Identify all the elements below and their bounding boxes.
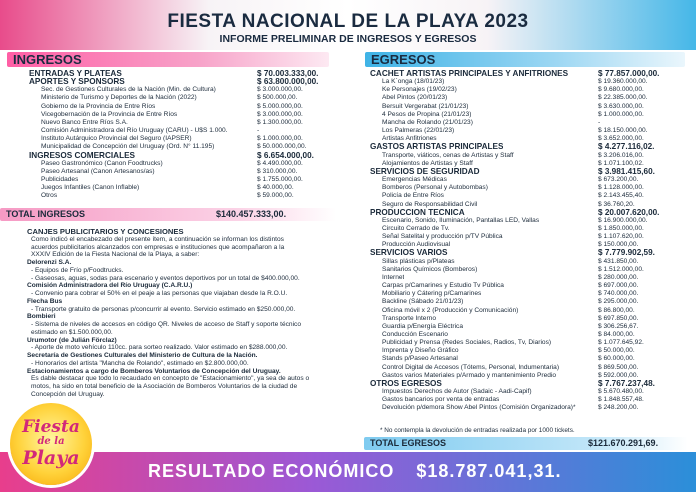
item-row [370,290,690,298]
row-value: $ 1.128.000,00. [598,184,644,192]
row-value: $ 2.143.455,40. [598,192,644,200]
egresos-heading: EGRESOS [365,52,685,67]
logo-line-1: Fiesta [22,417,80,437]
row-value: $ 500.000,00. [257,94,298,102]
row-label: Alojamientos de Artistas y Staff [382,159,473,167]
row-value: $ 84.000,00. [598,331,635,338]
row-label: Emergencias Médicas [382,176,447,184]
item-row [370,331,690,339]
row-label: Conducción Escenario [382,331,448,338]
canje-text: acuerdos publicitarios alcanzados con empresas e instituciones que acompañaron a la [31,243,285,251]
item-row [370,176,690,184]
row-value: $ 63.800.000,00. [257,77,319,87]
category-row [370,70,690,78]
item-row [370,233,690,241]
row-value: $ 1.755.000,00. [257,176,303,184]
row-label: Abel Pintos (20/01/23) [382,94,448,102]
item-row [370,192,690,200]
canje-text: - Sistema de niveles de accesos en código QR. Niveles de acceso de Staff y soporte técnico [31,321,301,328]
row-value: $ 50.000,00. [598,347,635,355]
row-label: Policía de Entre Ríos [382,192,444,200]
item-row [29,119,339,127]
category-row [370,249,690,257]
item-row [370,103,690,111]
item-row [370,258,690,266]
row-value: $ 1.848.557,48. [598,396,644,404]
row-label: CACHET ARTISTAS PRINCIPALES Y ANFITRIONES [370,70,569,78]
row-label: OTROS EGRESOS [370,379,442,388]
row-value: $ 3.000.000,00. [257,86,303,94]
item-row [370,127,690,135]
category-row [370,143,690,151]
item-row [370,388,690,396]
row-value: $ 9.680.000,00. [598,86,644,94]
row-label: Control Digital de Accesos (Tótems, Personal, Indumentaria) [382,363,560,371]
row-value: $ 7.779.902,59. [598,248,655,258]
row-value: $ 431.850,00. [598,257,639,265]
row-value: $ 3.000.000,00. [257,110,303,118]
row-value: $ 60.000,00. [598,355,635,363]
logo-line-2: de la [37,436,65,447]
row-value: $ 295.000,00. [598,298,639,306]
row-label: Carpas p/Camarines y Estudio Tv Pública [382,282,504,290]
item-row [370,86,690,94]
item-row [370,266,690,274]
row-value: $ 7.767.237,48. [598,378,655,388]
row-label: Mancha de Rolando (21/01/23) [382,118,473,126]
category-row [29,152,339,160]
row-value: $ 77.857.000,00. [598,69,660,78]
row-label: Transporte Interno [382,314,436,322]
row-label: Vicegobernación de la Provincia de Entre Ríos [41,110,178,118]
row-value: $ 4.490.000,00. [257,159,303,167]
total-ingresos-bar [0,208,336,221]
row-value: $ 50.000.000,00. [257,143,307,151]
row-label: Guardia p/Energía Eléctrica [382,322,463,330]
item-row [29,168,339,176]
canje-text: Es dable destacar que todo lo recaudado en concepto de "Estacionamiento", ya sea de autos o [31,375,310,383]
row-value: $ 248.200,00. [598,404,639,412]
canje-sponsor: Bombieri [27,313,56,321]
row-value: $ 280.000,00. [598,273,639,281]
item-row [370,364,690,372]
item-row [370,111,690,119]
item-row [370,339,690,347]
item-row [370,78,690,86]
row-value: $ 1.107.620,00. [598,233,644,241]
total-egresos-bar [364,437,688,450]
item-row [370,119,690,127]
row-value: $ 697.000,00. [598,282,639,290]
total-egresos-label: TOTAL EGRESOS [370,438,447,448]
row-value: $ 5.670.480,00. [598,388,644,396]
item-row [370,225,690,233]
canje-sponsor: Urumotor (de Julián Förclaz) [27,336,117,344]
row-label: Instituto Autárquico Provincial del Seguro (IAPSER) [41,135,192,143]
row-label: Municipalidad de Concepción del Uruguay (Ord. N° 11.195) [41,143,215,151]
row-value: $ 59.000,00. [257,192,294,200]
row-label: Juegos Infantiles (Canon Inflable) [41,184,140,192]
row-label: Sec. de Gestiones Culturales de la Nación (Min. de Cultura) [41,86,216,94]
item-row [29,160,339,168]
row-value: $ 3.206.016,00. [598,151,644,159]
canjes-body [27,236,347,399]
item-row [370,94,690,102]
row-value: $ 20.007.620,00. [598,207,660,217]
row-value: $ 19.360.000,00. [598,78,648,86]
row-label: Ministerio de Turismo y Deportes de la Nación (2022) [41,94,197,102]
row-label: SERVICIOS DE SEGURIDAD [370,167,480,176]
canje-text: - Honorarios del artista "Mancha de Rolando", estimado en $2.800.000,00. [31,359,249,367]
row-label: Bersuit Vergerabat (21/01/23) [382,102,469,110]
row-label: Producción Audiovisual [382,241,451,249]
row-value: $ 6.654.000,00. [257,150,314,160]
row-label: Gastos varios Materiales p/Armado y mantenimiento Predio [382,371,557,379]
canje-sponsor: Estacionamientos a cargo de Bomberos Voluntarios de Concepción del Uruguay. [27,367,281,375]
page-subtitle: INFORME PRELIMINAR DE INGRESOS Y EGRESOS [219,33,477,45]
item-row [370,282,690,290]
canje-text: Como indicó el encabezado del presente ítem, a continuación se informan los distintos [31,235,284,243]
row-label: Paseo Artesanal (Canon Artesanos/as) [41,167,155,175]
row-label: INGRESOS COMERCIALES [29,151,135,160]
row-label: Sanitarios Químicos (Bomberos) [382,265,478,273]
row-label: Backline (Sábado 21/01/23) [382,298,464,306]
row-label: Imprenta y Diseño Gráfico [382,347,459,355]
item-row [29,192,339,200]
row-value: $ 1.300.000,00. [257,118,303,126]
row-label: Seguro de Responsabilidad Civil [382,200,478,208]
item-row [29,111,339,119]
row-label: Gastos bancarios por venta de entradas [382,396,500,404]
item-row [29,135,339,143]
category-row [29,78,339,86]
row-value: $ 1.000.000,00. [257,135,303,143]
canje-text: - Aporte de moto vehículo 110cc. para sorteo realizado. Valor estimado en $288.000,00. [31,344,288,352]
row-value: $ 1.850.000,00. [598,224,644,232]
item-row [29,94,339,102]
row-value: $ 36.760,20. [598,200,635,208]
row-value: $ 4.277.116,02. [598,142,655,152]
row-label: SERVICIOS VARIOS [370,249,448,258]
canje-sponsor: Delorenzi S.A. [27,259,72,266]
canje-text: - Gaseosas, aguas, sodas para escenario y eventos deportivos por un total de $400.000,00. [31,274,300,282]
row-label: Stands p/Paseo Artesanal [382,355,458,363]
row-label: Otros [41,192,58,200]
fiesta-logo [10,403,92,485]
total-egresos-value: $121.670.291,69. [588,438,659,448]
row-value: $ 86.800,00. [598,306,635,314]
item-row [370,396,690,404]
logo-line-3: Playa [22,447,80,469]
row-label: Internet [382,273,405,281]
row-label: Bomberos (Personal y Autobombas) [382,184,488,192]
row-value: $ 70.003.333,00. [257,69,319,78]
ingresos-heading: INGRESOS [7,52,329,67]
row-label: Mobiliario y Cátering p/Camarines [382,290,482,298]
row-label: Publicidades [41,176,79,184]
canjes-section [27,228,347,399]
item-row [370,307,690,315]
row-label: GASTOS ARTISTAS PRINCIPALES [370,143,504,152]
row-value: $ 310.000,00. [257,167,298,175]
row-value: - [598,118,601,126]
item-row [370,315,690,323]
ingresos-list [29,70,339,201]
item-row [370,404,690,412]
row-value: $ 3.630.000,00. [598,102,644,110]
item-row [370,298,690,306]
canje-sponsor: Comisión Administradora del Río Uruguay (C.A.R.U.) [27,282,193,290]
row-label: Los Palmeras (22/01/23) [382,127,455,135]
row-label: Artistas Anfitriones [382,135,437,143]
item-row [370,184,690,192]
item-row [29,103,339,111]
item-row [29,86,339,94]
row-value: $ 740.000,00. [598,290,639,298]
total-ingresos-label: TOTAL INGRESOS [6,209,86,219]
row-value: - [257,127,260,135]
row-value: $ 150.000,00. [598,241,639,249]
row-label: Señal Satelital y producción p/TV Pública [382,233,503,241]
row-value: $ 869.500,00. [598,363,639,371]
item-row [370,323,690,331]
row-value: $ 5.000.000,00. [257,102,303,110]
canjes-heading: CANJES PUBLICITARIOS Y CONCESIONES [27,227,184,236]
row-value: $ 16.900.000,00. [598,216,648,224]
category-row [370,168,690,176]
row-value: $ 1.071.100,02. [598,159,644,167]
row-label: ENTRADAS Y PLATEAS [29,70,122,78]
row-value: $ 592.000,00. [598,371,639,379]
row-label: Nuevo Banco Entre Ríos S.A. [41,118,128,126]
row-label: Escenario, Sonido, Iluminación, Pantallas LED, Vallas [382,216,540,224]
total-ingresos-value: $140.457.333,00. [216,209,287,219]
row-label: Sillas plásticas p/Plateas [382,257,455,265]
row-label: Paseo Gastronómico (Canon Foodtrucks) [41,159,163,167]
item-row [370,274,690,282]
row-label: Comisión Administradora del Río Uruguay (CARU) - U$S 1.000. [41,127,228,135]
item-row [370,217,690,225]
row-label: Oficina móvil x 2 (Producción y Comunicación) [382,306,519,314]
row-value: $ 3.652.000,00. [598,135,644,143]
item-row [370,355,690,363]
row-label: Impuestos Derechos de Autor (Sadaic - Aadi-Capif) [382,388,532,396]
canje-text: Concepción del Uruguay. [31,390,105,398]
canje-text: motos, ha sido en total beneficio de la Asociación de Bomberos Voluntarios de la ciudad de [31,383,298,390]
row-value: $ 40.000,00. [257,184,294,192]
category-row [370,209,690,217]
row-value: $ 673.200,00. [598,176,639,184]
egresos-note: * No contempla la devolución de entradas realizada por 1000 tickets. [380,427,575,434]
row-label: Gobierno de la Provincia de Entre Ríos [41,102,156,110]
row-value: $ 1.077.645,92. [598,339,644,347]
resultado-economico [148,461,561,482]
item-row [29,176,339,184]
item-row [370,152,690,160]
row-label: Devolución p/demora Show Abel Pintos (Comisión Organizadora)* [382,404,576,412]
row-value: $ 3.981.415,60. [598,166,655,176]
row-label: Publicidad y Prensa (Redes Sociales, Radios, Tv, Diarios) [382,339,552,347]
row-label: PRODUCCIÓN TÉCNICA [370,208,465,217]
row-value: $ 306.256,67. [598,322,639,330]
canje-text: XXXIV Edición de la Fiesta Nacional de la Playa, a saber: [31,251,200,259]
row-label: Circuito Cerrado de Tv. [382,224,450,232]
row-label: Transporte, viáticos, cenas de Artistas y Staff [382,151,514,159]
row-label: Ke Personajes (19/02/23) [382,86,457,94]
page-title: FIESTA NACIONAL DE LA PLAYA 2023 [167,11,529,32]
row-label: 4 Pesos de Propina (21/01/23) [382,110,472,118]
canje-sponsor: Flecha Bus [27,297,63,305]
item-row [370,347,690,355]
row-value: $ 18.150.000,00. [598,127,648,135]
canje-text: estimado en $1.500.000,00. [31,328,113,336]
row-value: $ 22.385.000,00. [598,94,648,102]
egresos-list [370,70,690,413]
category-row [370,380,690,388]
row-label: APORTES Y SPONSORS [29,78,125,87]
canje-sponsor: Secretaría de Gestiones Culturales del Ministerio de Cultura de la Nación. [27,352,258,359]
resultado-value: $18.787.041,31. [416,461,562,481]
row-value: $ 697.850,00. [598,314,639,322]
row-label: La K´onga (18/01/23) [382,78,445,86]
item-row [29,127,339,135]
canje-text: - Convenio para cobrar el 50% en el peaje a las personas que viajaban desde la R.O.U. [31,290,288,297]
canje-text: - Equipos de Frío p/Foodtrucks. [31,266,124,274]
row-value: $ 1.000.000,00. [598,110,644,118]
row-value: $ 1.512.000,00. [598,265,644,273]
item-row [29,184,339,192]
resultado-label: RESULTADO ECONÓMICO [148,461,395,481]
canje-text: - Transporte gratuito de personas p/concurrir al evento. Servicio estimado en $250.000,00. [31,305,296,313]
